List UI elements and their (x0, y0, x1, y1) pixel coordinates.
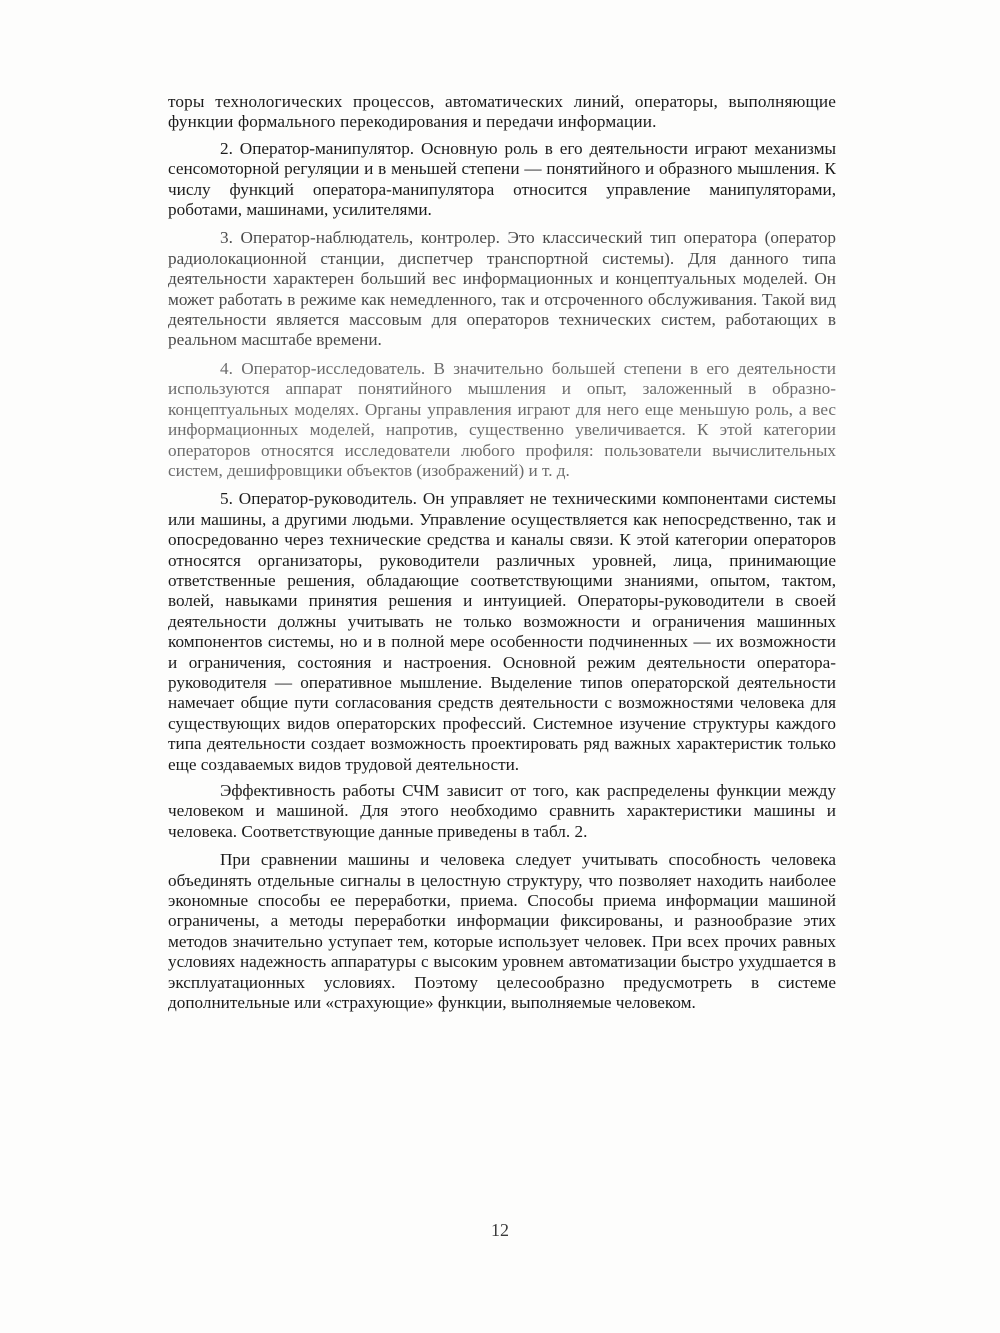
paragraph-operator-manager: 5. Оператор-руководитель. Он управляет не техническими компонентами системы или машины, а другими людьми. Управление осуществляется как непосредственно, так и опосредованно через технические средства и каналы связи. К этой категории операторов относятся организаторы, руководители различных уровней, лица, принимающие ответственные решения, обладающие соответствующими знаниями, опытом, тактом, волей, навыками принятия решения и интуицией. Операторы-руководители в своей деятельности должны учитывать не только возможности и ограничения машинных компонентов системы, но и в полной мере особенности подчиненных — их возможности и ограничения, состояния и настроения. Основной режим деятельности оператора-руководителя — оперативное мышление. Выделение типов операторской деятельности намечает общие пути согласования средств деятельности с возможностями человека для существующих видов операторских профессий. Системное изучение структуры каждого типа деятельности создает возможность проектировать ряд важных характеристик только еще создаваемых видов трудовой деятельности. (168, 489, 836, 774)
paragraph-operator-observer: 3. Оператор-наблюдатель, контролер. Это классический тип оператора (оператор радиолокационной станции, диспетчер транспортной системы). Для данного типа деятельности характерен больший вес информационных и концептуальных моделей. Он может работать в режиме как немедленного, так и отсроченного обслуживания. Такой вид деятельности является массовым для операторов технических систем, работающих в реальном масштабе времени. (168, 228, 836, 350)
paragraph-comparison: При сравнении машины и человека следует учитывать способность человека объединять отдельные сигналы в целостную структуру, что позволяет находить наиболее экономные способы ее переработки, приема. Способы приема информации машиной ограничены, а методы переработки информации фиксированы, и разнообразие этих методов значительно уступает тем, которые использует человек. При всех прочих равных условиях надежность аппаратуры с высоким уровнем автоматизации быстро ухудшается в эксплуатационных условиях. Поэтому целесообразно предусмотреть в системе дополнительные или «страхующие» функции, выполняемые человеком. (168, 850, 836, 1013)
page-number: 12 (491, 1220, 509, 1240)
paragraph-efficiency: Эффективность работы СЧМ зависит от того, как распределены функции между человеком и машиной. Для этого необходимо сравнить характеристики машины и человека. Соответствующие данные приведены в табл. 2. (168, 781, 836, 841)
paragraph-operator-manipulator: 2. Оператор-манипулятор. Основную роль в его деятельности играют механизмы сенсомоторной регуляции и в меньшей степени — понятийного и образного мышления. К числу функций оператора-манипулятора относится управление манипуляторами, роботами, машинами, усилителями. (168, 138, 836, 220)
paragraph-operator-researcher: 4. Оператор-исследователь. В значительно большей степени в его деятельности используются аппарат понятийного мышления и опыт, заложенный в образно-концептуальных моделях. Органы управления играют для него еще меньшую роль, а вес информационных моделей, напротив, существенно увеличивается. К этой категории операторов относятся исследователи любого профиля: пользователи вычислительных систем, дешифровщики объектов (изображений) и т. д. (168, 358, 836, 480)
body-text (168, 92, 836, 1013)
paragraph-continuation: торы технологических процессов, автоматических линий, операторы, выполняющие функции формального перекодирования и передачи информации. (168, 92, 836, 132)
